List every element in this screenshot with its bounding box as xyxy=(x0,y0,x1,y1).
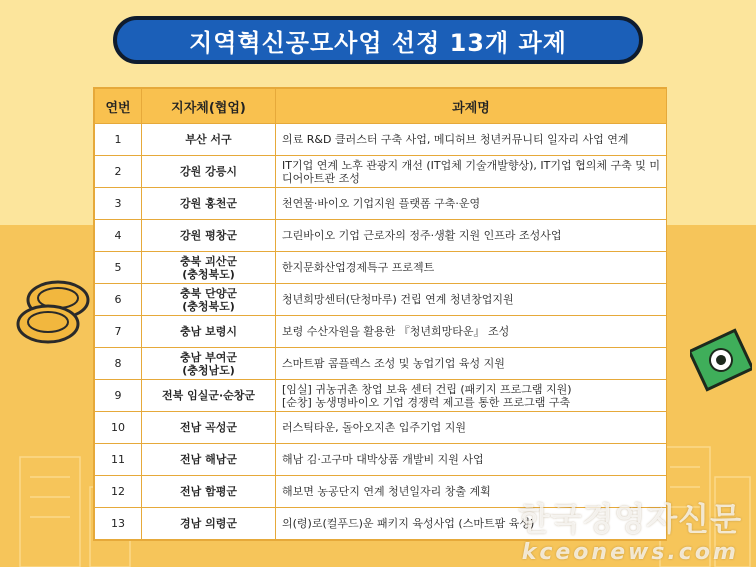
cell-region: 경남 의령군 xyxy=(142,508,276,540)
cell-number: 7 xyxy=(95,316,142,348)
cell-task: IT기업 연계 노후 관광지 개선 (IT업체 기술개발향상), IT기업 협의체 구축 및 미디어아트관 조성 xyxy=(276,156,667,188)
table-row xyxy=(95,252,667,284)
table-row xyxy=(95,380,667,412)
page-title-banner xyxy=(113,16,643,64)
cell-number: 8 xyxy=(95,348,142,380)
cell-region: 강원 강릉시 xyxy=(142,156,276,188)
cell-region: 강원 홍천군 xyxy=(142,188,276,220)
cell-task: 의(령)로(컬푸드)운 패키지 육성사업 (스마트팜 육성) xyxy=(276,508,667,540)
cell-task: 한지문화산업경제특구 프로젝트 xyxy=(276,252,667,284)
coins-icon xyxy=(14,278,96,352)
cell-task: 보령 수산자원을 활용한 『청년희망타운』 조성 xyxy=(276,316,667,348)
table-row xyxy=(95,220,667,252)
cell-number: 2 xyxy=(95,156,142,188)
cell-region: 충남 부여군 (충청남도) xyxy=(142,348,276,380)
cell-region: 충북 괴산군 (충청북도) xyxy=(142,252,276,284)
table-row xyxy=(95,124,667,156)
table-row xyxy=(95,188,667,220)
table-row xyxy=(95,284,667,316)
project-table xyxy=(93,87,667,541)
cell-region: 전남 함평군 xyxy=(142,476,276,508)
cell-number: 13 xyxy=(95,508,142,540)
page-title: 지역혁신공모사업 선정 13개 과제 xyxy=(189,28,567,57)
cell-number: 1 xyxy=(95,124,142,156)
cell-task: 스마트팜 콤플렉스 조성 및 농업기업 육성 지원 xyxy=(276,348,667,380)
cell-region: 강원 평창군 xyxy=(142,220,276,252)
cell-task: 의료 R&D 클러스터 구축 사업, 메디허브 청년커뮤니티 일자리 사업 연계 xyxy=(276,124,667,156)
cell-region: 충남 보령시 xyxy=(142,316,276,348)
header-region: 지자체(협업) xyxy=(142,89,276,124)
cell-number: 3 xyxy=(95,188,142,220)
cell-number: 4 xyxy=(95,220,142,252)
cell-region: 전남 해남군 xyxy=(142,444,276,476)
cell-task: 청년희망센터(단청마루) 건립 연계 청년창업지원 xyxy=(276,284,667,316)
header-task: 과제명 xyxy=(276,89,667,124)
cell-number: 9 xyxy=(95,380,142,412)
watermark-url: kceonews.com xyxy=(521,540,739,565)
cell-region: 부산 서구 xyxy=(142,124,276,156)
money-bill-icon xyxy=(690,325,752,399)
cell-number: 12 xyxy=(95,476,142,508)
cell-number: 10 xyxy=(95,412,142,444)
cell-number: 11 xyxy=(95,444,142,476)
cell-number: 6 xyxy=(95,284,142,316)
cell-region: 충북 단양군 (충청북도) xyxy=(142,284,276,316)
table-row xyxy=(95,412,667,444)
cell-task: [임실] 귀농귀촌 창업 보육 센터 건립 (패키지 프로그램 지원) [순창] 농생명바이오 기업 경쟁력 제고를 통한 프로그램 구축 xyxy=(276,380,667,412)
cell-task: 그린바이오 기업 근로자의 정주·생활 지원 인프라 조성사업 xyxy=(276,220,667,252)
table-header-row xyxy=(95,89,667,124)
table-row xyxy=(95,444,667,476)
cell-region: 전남 곡성군 xyxy=(142,412,276,444)
cell-region: 전북 임실군·순창군 xyxy=(142,380,276,412)
cell-number: 5 xyxy=(95,252,142,284)
cell-task: 해보면 농공단지 연계 청년일자리 창출 계획 xyxy=(276,476,667,508)
watermark-korean: 한국경영자신문 xyxy=(518,500,742,538)
table-row xyxy=(95,156,667,188)
cell-task: 러스틱타운, 돌아오지촌 입주기업 지원 xyxy=(276,412,667,444)
watermark xyxy=(519,494,742,565)
table-row xyxy=(95,348,667,380)
cell-task: 해남 김·고구마 대박상품 개발비 지원 사업 xyxy=(276,444,667,476)
table-row xyxy=(95,316,667,348)
cell-task: 천연물·바이오 기업지원 플랫폼 구축·운영 xyxy=(276,188,667,220)
header-number: 연번 xyxy=(95,89,142,124)
